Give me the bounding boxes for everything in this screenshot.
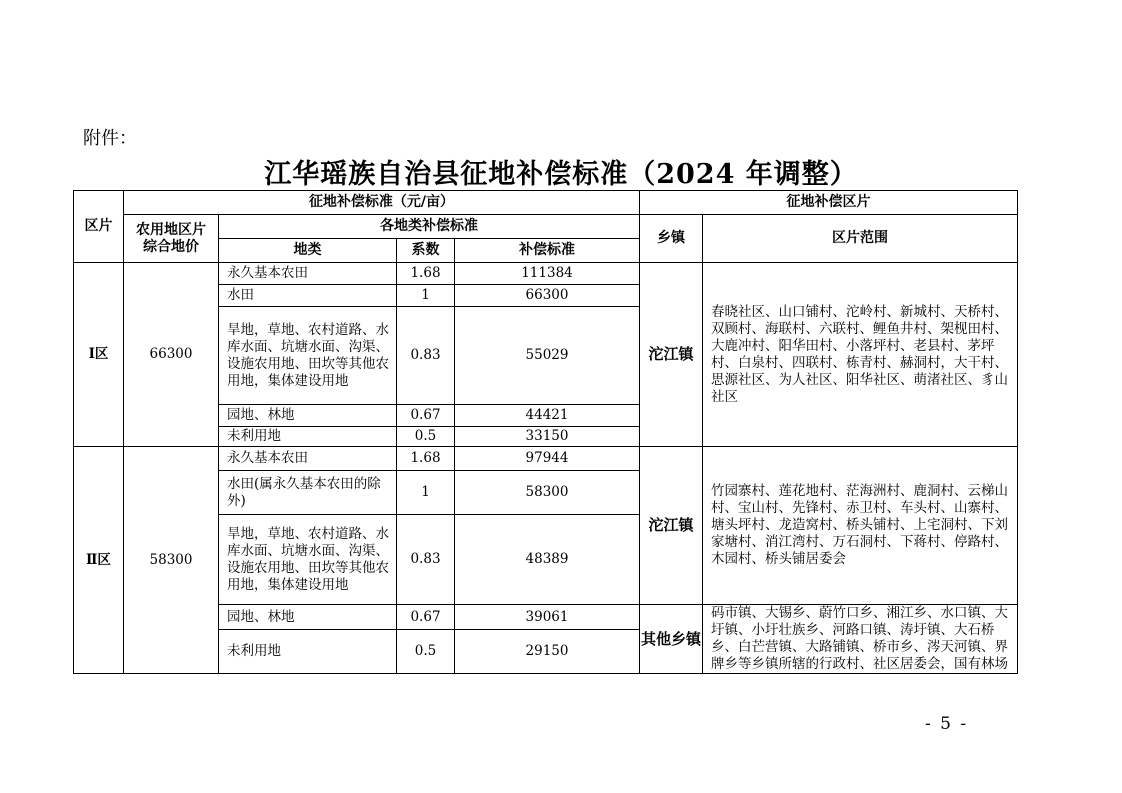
header-coefficient: 系数 — [397, 239, 455, 263]
compensation-cell: 48389 — [455, 515, 640, 605]
header-land-price-line2: 综合地价 — [143, 238, 199, 255]
compensation-cell: 97944 — [455, 447, 640, 471]
area-scope-cell: 春晓社区、山口铺村、沱岭村、新城村、天桥村、双顾村、海联村、六联村、鲤鱼井村、架枧田村、大鹿冲村、阳华田村、小落坪村、老县村、茅坪村、白泉村、四联村、栋青村、赫洞村，大干村、思源社区、为人社区、阳华社区、萌渚社区、豸山社区 — [703, 263, 1018, 447]
coefficient-cell: 0.5 — [397, 427, 455, 447]
coefficient-cell: 0.83 — [397, 307, 455, 405]
land-type-cell: 旱地，草地、农村道路、水库水面、坑塘水面、沟渠、设施农用地、田坎等其他农用地，集体建设用地 — [219, 515, 397, 605]
area-scope-cell: 竹园寨村、莲花地村、茫海洲村、鹿洞村、云梯山村、宝山村、先锋村、赤卫村、车头村、山寨村、塘头坪村、龙造窝村、桥头铺村、上宅洞村、下刘家塘村、消江湾村、万石洞村、下蒋村、停路村、木园村、桥头铺居委会 — [703, 447, 1018, 605]
compensation-cell: 66300 — [455, 285, 640, 307]
header-compensation: 补偿标准 — [455, 239, 640, 263]
header-standard-group: 征地补偿标准（元/亩） — [124, 191, 640, 215]
page-number: - 5 - — [925, 714, 969, 734]
compensation-cell: 111384 — [455, 263, 640, 285]
compensation-table — [73, 190, 1018, 674]
zone-name: Ⅰ区 — [74, 263, 124, 447]
land-type-cell: 水田 — [219, 285, 397, 307]
table-row — [74, 447, 1018, 471]
coefficient-cell: 0.5 — [397, 630, 455, 674]
compensation-cell: 44421 — [455, 405, 640, 427]
coefficient-cell: 0.67 — [397, 605, 455, 630]
area-scope-cell: 码市镇、大锡乡、蔚竹口乡、湘江乡、水口镇、大圩镇、小圩壮族乡、河路口镇、涛圩镇、大石桥乡、白芒营镇、大路铺镇、桥市乡、涔天河镇、界牌乡等乡镇所辖的行政村、社区居委会，国有林场 — [703, 605, 1018, 674]
attachment-label: 附件： — [83, 128, 137, 149]
coefficient-cell: 1 — [397, 285, 455, 307]
township-cell: 沱江镇 — [640, 263, 703, 447]
land-type-cell: 未利用地 — [219, 630, 397, 674]
zone-price: 66300 — [124, 263, 219, 447]
coefficient-cell: 0.83 — [397, 515, 455, 605]
header-land-type: 地类 — [219, 239, 397, 263]
header-per-type-group: 各地类补偿标准 — [219, 215, 640, 239]
coefficient-cell: 1 — [397, 471, 455, 515]
land-type-cell: 园地、林地 — [219, 605, 397, 630]
header-land-price-line1: 农用地区片 — [136, 221, 206, 238]
coefficient-cell: 1.68 — [397, 447, 455, 471]
coefficient-cell: 1.68 — [397, 263, 455, 285]
land-type-cell: 永久基本农田 — [219, 263, 397, 285]
land-type-cell: 永久基本农田 — [219, 447, 397, 471]
header-township: 乡镇 — [640, 215, 703, 263]
land-type-cell: 水田(属永久基本农田的除外) — [219, 471, 397, 515]
compensation-cell: 29150 — [455, 630, 640, 674]
land-type-cell: 园地、林地 — [219, 405, 397, 427]
coefficient-cell: 0.67 — [397, 405, 455, 427]
header-land-price — [124, 215, 219, 263]
compensation-cell: 33150 — [455, 427, 640, 447]
header-area-scope: 区片范围 — [703, 215, 1018, 263]
compensation-cell: 55029 — [455, 307, 640, 405]
township-cell: 沱江镇 — [640, 447, 703, 605]
header-zone: 区片 — [74, 191, 124, 263]
compensation-cell: 58300 — [455, 471, 640, 515]
zone-price: 58300 — [124, 447, 219, 674]
compensation-cell: 39061 — [455, 605, 640, 630]
land-type-cell: 未利用地 — [219, 427, 397, 447]
land-type-cell: 旱地，草地、农村道路、水库水面、坑塘水面、沟渠、设施农用地、田坎等其他农用地，集体建设用地 — [219, 307, 397, 405]
township-cell: 其他乡镇 — [640, 605, 703, 674]
table-row — [74, 263, 1018, 285]
zone-name: Ⅱ区 — [74, 447, 124, 674]
document-title: 江华瑶族自治县征地补偿标准（2024 年调整） — [264, 159, 858, 190]
header-area-group: 征地补偿区片 — [640, 191, 1018, 215]
